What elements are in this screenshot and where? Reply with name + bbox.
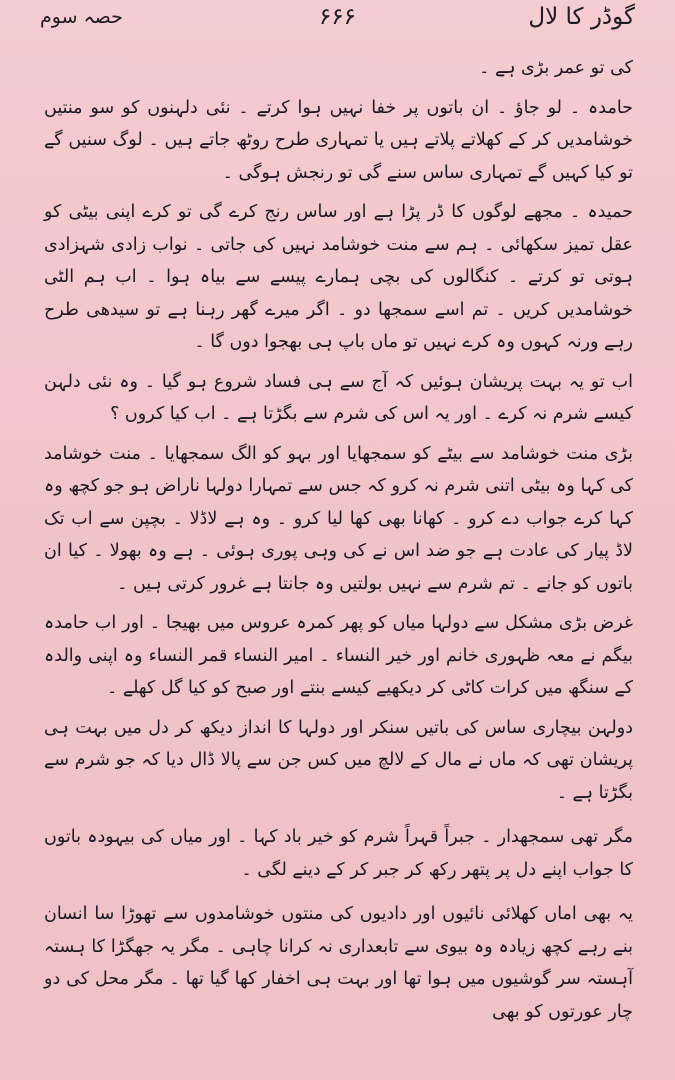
paragraph: حامدہ ۔ لو جاؤ ۔ ان باتوں پر خفا نہیں ہوا کرتے ۔ نئی دلہنوں کو سو منتیں خوشامدیں کر کے کھلاتے پلاتے ہیں یا تمہاری طرح روٹھ جاتے ہیں ۔ لوگ سنیں گے تو کیا کہیں گے تمہاری ساس سنے گی تو رنجش ہوگی ۔: [44, 97, 633, 183]
paragraph: یہ بھی اماں کھلائی نائیوں اور دادیوں کی منتوں خوشامدوں سے تھوڑا سا انسان بنے رہے کچھ زیادہ وہ بیوی سے تابعداری نہ کرانا چاہی ۔ مگر یہ جھگڑا کا ہستہ آہستہ سر گوشیوں میں ہوا تھا اور بہت ہی اخفار کھا گیا تھا ۔ مگر محل کی دو چار عورتوں کو بھی: [44, 904, 633, 1022]
page-body: [44, 52, 633, 1067]
paragraph: مگر تھی سمجھدار ۔ جبراً قہراً شرم کو خیر باد کہا ۔ اور میاں کی بیہودہ باتوں کا جواب اپنے دل پر پتھر رکھ کر جبر کر کے دینے لگی ۔: [44, 827, 633, 880]
paragraph: اب تو یہ بہت پریشان ہوئیں کہ آج سے ہی فساد شروع ہو گیا ۔ وہ نئی دلہن کیسے شرم نہ کرے ۔ اور یہ اس کی شرم سے بگڑتا ہے ۔ اب کیا کروں ؟: [44, 371, 633, 424]
paragraph: کی تو عمر بڑی ہے ۔: [479, 58, 633, 78]
part-label: حصہ سوم: [40, 6, 123, 28]
page-header: [40, 4, 635, 46]
page-number: ۶۶۶: [318, 4, 357, 30]
paragraph: غرض بڑی مشکل سے دولہا میاں کو پھر کمرہ عروس میں بھیجا ۔ اور اب حامدہ بیگم نے معہ ظہوری خانم اور خیر النساء ۔ امیر النساء قمر النساء وہ اپنی والدہ کے سنگھ میں کرات کاٹی کر دیکھیے کیسے بنتے اور صبح کو کیا گل کھلے ۔: [44, 613, 633, 698]
paragraph: بڑی منت خوشامد سے بیٹے کو سمجھایا اور بہو کو الگ سمجھایا ۔ منت خوشامد کی کہا وہ بیٹی اتنی شرم نہ کرو کہ جس سے تمہارا دولہا ناراض ہو جو کچھ وہ کہا کرے جواب دے کرو ۔ کھانا بھی کھا لیا کرو ۔ وہ ہے لاڈلا ۔ بچپن سے اب تک لاڈ پیار کی عادت ہے جو ضد اس نے کی وہی پوری ہوئی ۔ ہے وہ بھولا ۔ کیا ان باتوں کو جانے ۔ تم شرم سے نہیں بولتیں وہ جانتا ہے غرور کرتی ہیں ۔: [44, 443, 633, 594]
book-title: گوڈر کا لال: [528, 4, 635, 30]
paragraph: دولہن بیچاری ساس کی باتیں سنکر اور دولہا کا انداز دیکھ کر دل میں بہت ہی پریشان تھی کہ ماں نے مال کے لالچ میں کس جن سے پالا ڈال دیا کہ جو شرم سے بگڑتا ہے ۔: [44, 717, 633, 803]
paragraph: حمیدہ ۔ مجھے لوگوں کا ڈر پڑا ہے اور ساس رنج کرے گی تو کرے اپنی بیٹی کو عقل تمیز سکھائی ۔ ہم سے منت خوشامد نہیں کی جاتی ۔ نواب زادی شہزادی ہوتی تو کرتے ۔ کنگالوں کی بچی ہمارے پیسے سے بیاہ ہوا ۔ اب ہم الٹی خوشامدیں کریں ۔ تم اسے سمجھا دو ۔ اگر میرے گھر رہنا ہے تو سیدھی طرح رہے ورنہ کہوں وہ کرے نہیں تو ماں باپ ہی بھجوا دوں گا ۔: [44, 202, 633, 352]
